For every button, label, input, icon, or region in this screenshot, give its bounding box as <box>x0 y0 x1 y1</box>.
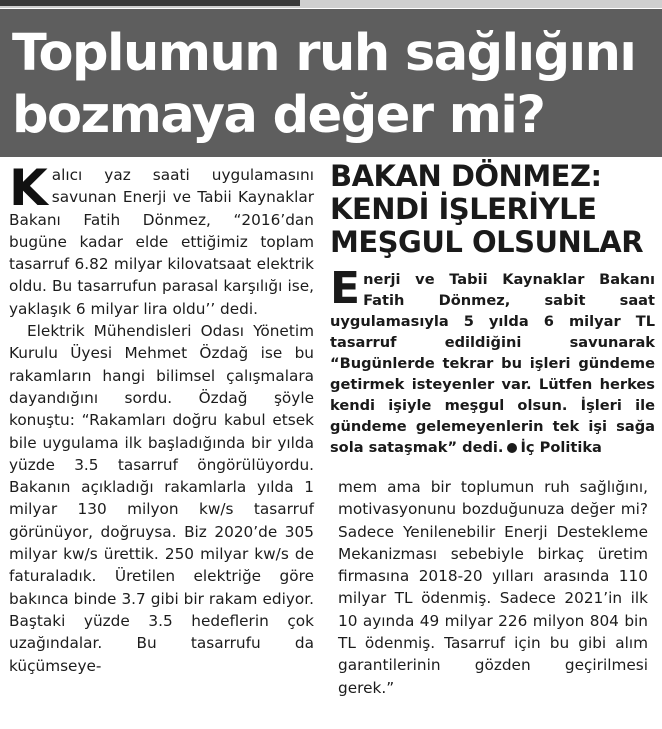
article-paragraph-3: mem ama bir toplumun ruh sağlığını, motivasyonunu bozduğunuza değer mi? Sadece Yenilenebilir Enerji Destekleme Mekanizması sebebiyle birkaç üretim firmasına 2018-20 yılları arasında 110 milyar TL ödenmiş. Sadece 2021’in ilk 10 ayında 49 milyar 226 milyon 804 bin TL ödenmiş. Tasarruf için bu gibi alım garantilerinin gözden geçirilmesi gerek.” <box>338 478 648 697</box>
headline-banner <box>0 9 662 157</box>
article-paragraph-1-text: alıcı yaz saati uygulamasını savunan Enerji ve Tabii Kaynaklar Bakanı Fatih Dönmez, “2016’dan bugüne kadar elde ettiğimiz toplam tasarruf 6.82 milyar kilovatsaat elektrik oldu. Bu tasarrufun parasal karşılığı ise, yaklaşık 6 milyar lira oldu’’ dedi. <box>9 166 314 318</box>
article-left-column <box>9 159 314 677</box>
top-border-dark <box>0 0 300 6</box>
sidebar-drop-cap: E <box>330 263 361 314</box>
headline <box>12 23 652 147</box>
bullet-icon <box>507 443 517 453</box>
sidebar-box <box>330 160 655 458</box>
sidebar-body-text: nerji ve Tabii Kaynaklar Bakanı Fatih Dönmez, sabit saat uygulamasıyla 5 yılda 6 milyar TL tasarruf edildiğini savunarak “Bugünlerde tekrar bu işleri gündeme getirmek isteyenler var. Lütfen herkes kendi işiyle meşgul olsun. İşleri ile gündeme gelemeyenlerin tek işi sağa sola sataşmak” dedi. <box>330 271 655 456</box>
headline-line-1: Toplumun ruh sağlığını <box>12 24 636 83</box>
top-border-strip <box>0 0 662 8</box>
sidebar-title <box>330 160 655 259</box>
sidebar-section-label: İç Politika <box>520 439 602 456</box>
sidebar-title-line-2: KENDİ İŞLERİYLE <box>330 192 597 226</box>
article-drop-cap: K <box>9 159 48 217</box>
article-paragraph-2: Elektrik Mühendisleri Odası Yönetim Kurulu Üyesi Mehmet Özdağ ise bu rakamların hangi bilimsel çalışmalara dayandığını sordu. Özdağ şöyle konuştu: “Rakamları doğru kabul etsek bile uygulama ilk başladığında bir yılda yüzde 3.5 tasarruf öngörülüyordu. Bakanın açıkladığı rakamlarla yılda 1 milyar 130 milyon kw/s tasarruf görünüyor, doğruysa. Biz 2020’de 305 milyar kw/s ürettik. 250 milyar kw/s de faturaladık. Üretilen elektriğe göre bakınca binde 3.7 gibi bir rakam ediyor. Baştaki yüzde 3.5 hedeflerin çok uzağındalar. Bu tasarrufu da küçümseye- <box>9 322 314 675</box>
sidebar-title-line-1: BAKAN DÖNMEZ: <box>330 159 602 193</box>
sidebar-body <box>330 263 655 458</box>
article-right-column <box>338 476 648 699</box>
sidebar-title-line-3: MEŞGUL OLSUNLAR <box>330 225 644 259</box>
article-paragraph-1 <box>9 159 314 320</box>
headline-line-2: bozmaya değer mi? <box>12 86 545 145</box>
